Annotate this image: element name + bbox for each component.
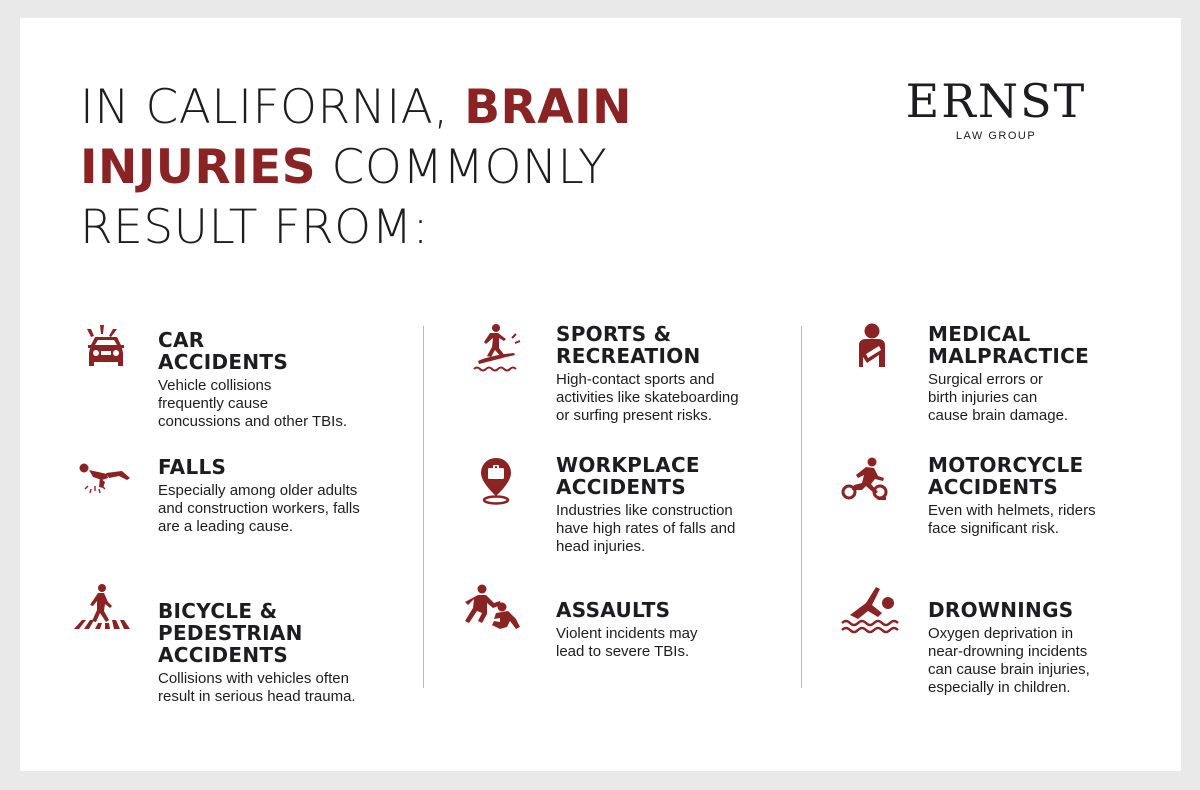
patient-arm-sling-icon: [842, 321, 898, 377]
workplace-pin-icon: [468, 454, 524, 510]
item-description: Vehicle collisions frequently cause concussions and other TBIs.: [158, 377, 347, 430]
car-crash-icon: [78, 323, 134, 379]
assault-icon: [460, 581, 526, 637]
ernst-logo: [886, 76, 1106, 142]
item-title: CAR ACCIDENTS: [158, 328, 289, 374]
item-description: Collisions with vehicles often result in serious head trauma.: [158, 670, 356, 705]
headline-part1: IN CALIFORNIA,: [80, 80, 465, 135]
item-description: Even with helmets, riders face significant risk.: [928, 502, 1096, 537]
item-description: Industries like construction have high rates of falls and head injuries.: [556, 502, 736, 555]
item-description: Especially among older adults and construction workers, falls are a leading cause.: [158, 482, 360, 535]
item-title: MEDICAL MALPRACTICE: [928, 322, 1090, 368]
item-description: Surgical errors or birth injuries can cause brain damage.: [928, 371, 1069, 424]
surfer-icon: [468, 321, 524, 377]
pedestrian-crosswalk-icon: [68, 580, 134, 636]
item-title: WORKPLACE ACCIDENTS: [556, 453, 700, 499]
motorcyclist-icon: [838, 454, 894, 510]
logo-name: ERNST: [905, 74, 1087, 128]
headline-part2: COMMONLY: [316, 140, 608, 195]
item-title: BICYCLE & PEDESTRIAN ACCIDENTS: [158, 599, 303, 667]
item-title: DROWNINGS: [928, 598, 1074, 622]
infographic-card: [20, 18, 1181, 771]
item-description: Violent incidents may lead to severe TBIs.: [556, 625, 698, 660]
swimmer-icon: [838, 581, 904, 637]
item-description: High-contact sports and activities like skateboarding or surfing present risks.: [556, 371, 739, 424]
column-divider-1: [423, 326, 424, 688]
item-title: MOTORCYCLE ACCIDENTS: [928, 453, 1084, 499]
item-title: FALLS: [158, 455, 227, 479]
headline-accent-brain: BRAIN: [464, 80, 632, 135]
person-falling-icon: [78, 456, 134, 512]
column-divider-2: [801, 326, 802, 688]
item-title: SPORTS & RECREATION: [556, 322, 701, 368]
headline-accent-injuries: INJURIES: [80, 140, 317, 195]
headline: [80, 78, 780, 258]
item-title: ASSAULTS: [556, 598, 671, 622]
logo-subtitle: LAW GROUP: [955, 130, 1037, 142]
headline-part3: RESULT FROM:: [80, 200, 430, 255]
item-description: Oxygen deprivation in near-drowning incidents can cause brain injuries, especially in children.: [928, 625, 1090, 696]
